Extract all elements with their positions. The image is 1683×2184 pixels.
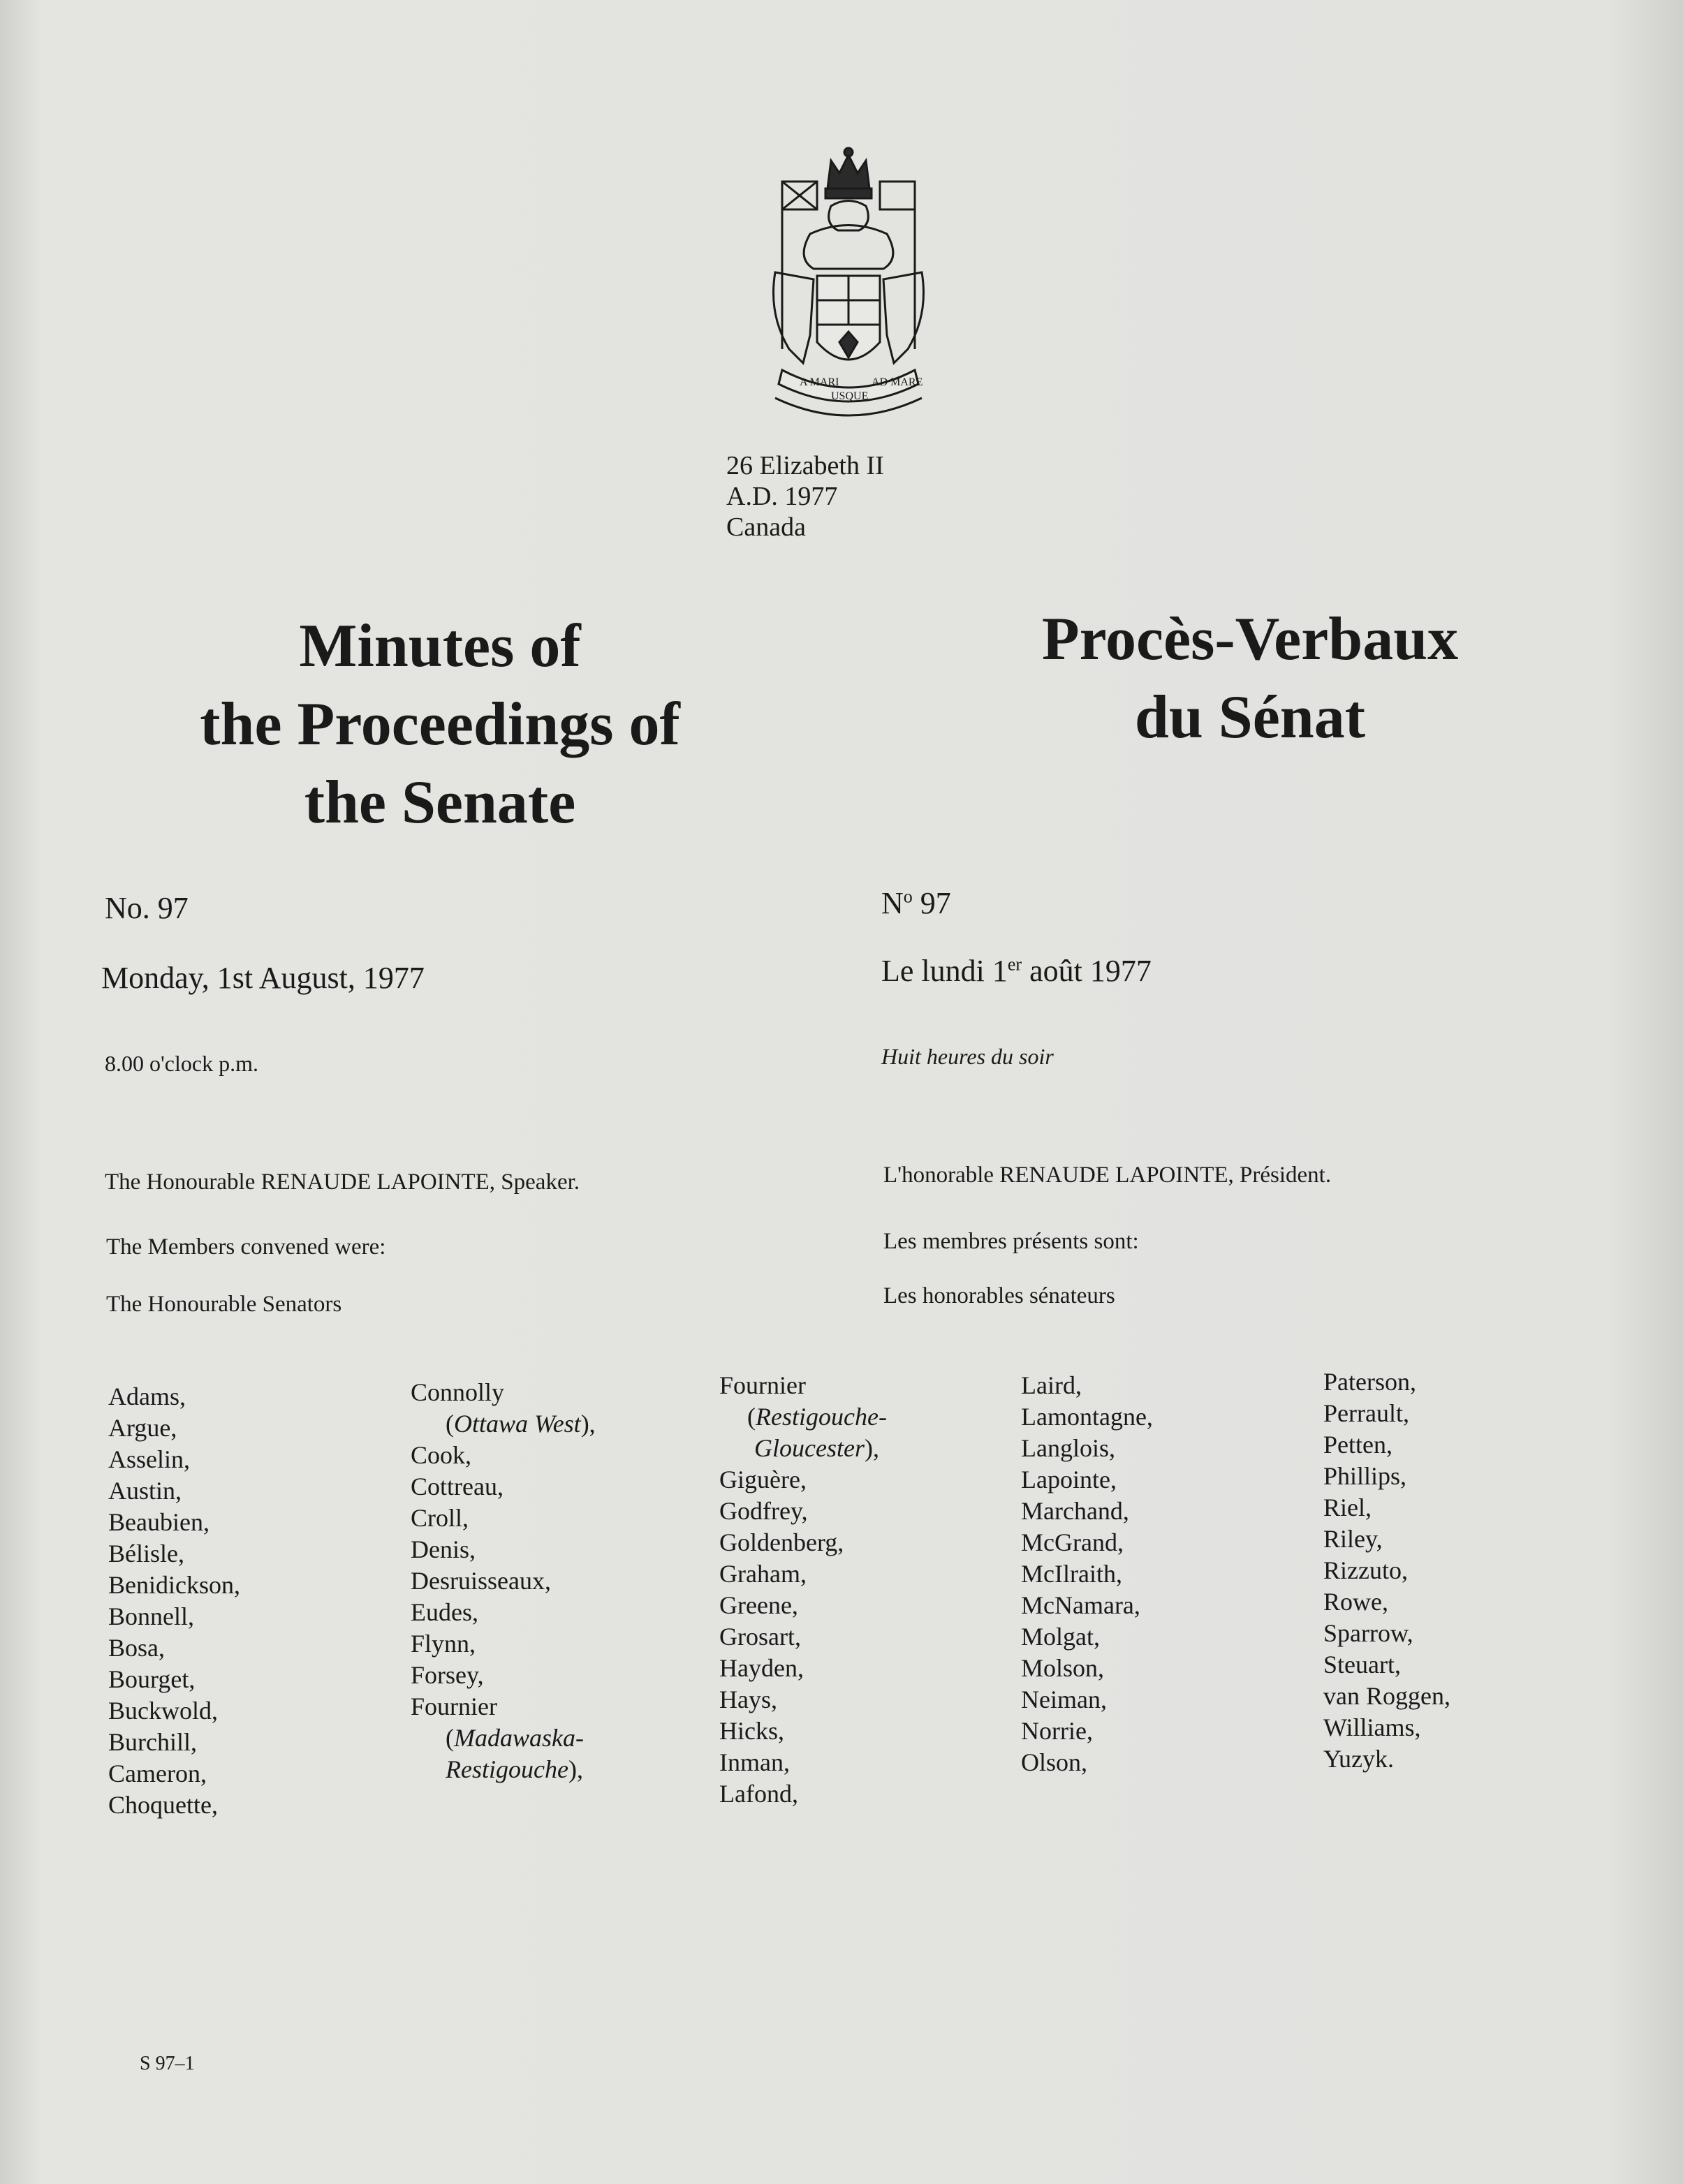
senator-name: Buckwold, [108, 1697, 218, 1725]
senator-name: Argue, [108, 1414, 177, 1442]
senator-name: Beaubien, [108, 1508, 210, 1536]
regnal-year-block [726, 450, 884, 543]
paren-open: ( [747, 1403, 756, 1431]
senator-name: Graham, [719, 1560, 807, 1588]
senator-name: Riel, [1323, 1493, 1372, 1521]
french-title-line-2: du Sénat [1134, 684, 1366, 751]
senator-name: Austin, [108, 1477, 182, 1505]
senator-name: McGrand, [1021, 1528, 1124, 1556]
senator-name: Perrault, [1323, 1399, 1409, 1427]
english-date: Monday, 1st August, 1977 [101, 961, 425, 995]
senator-name: Rowe, [1323, 1588, 1388, 1616]
senator-name: Hicks, [719, 1717, 784, 1745]
senator-name: Denis, [411, 1535, 476, 1563]
senator-name: Flynn, [411, 1630, 476, 1658]
senator-name: Lapointe, [1021, 1466, 1117, 1493]
senator-name: Adams, [108, 1382, 186, 1410]
senator-name: Eudes, [411, 1598, 478, 1626]
senator-name: Cameron, [108, 1759, 207, 1787]
french-date-sup: er [1007, 954, 1022, 975]
riding-name: Ottawa West [454, 1410, 581, 1438]
senator-name: Connolly [411, 1378, 505, 1406]
french-number-sup: o [903, 886, 913, 907]
french-speaker: L'honorable RENAUDE LAPOINTE, Président. [883, 1163, 1332, 1188]
senator-name: Fournier [719, 1371, 806, 1399]
senator-name: Petten, [1323, 1431, 1392, 1459]
french-date-prefix: Le lundi 1 [881, 954, 1008, 988]
senator-name: Goldenberg, [719, 1528, 844, 1556]
senator-name: Paterson, [1323, 1368, 1416, 1396]
french-number [881, 885, 951, 921]
paren-open: ( [446, 1410, 454, 1438]
senator-name: Norrie, [1021, 1717, 1093, 1745]
senators-column-4 [1021, 1370, 1153, 1778]
senator-name: Bélisle, [108, 1540, 184, 1567]
paren-close: ), [864, 1434, 879, 1462]
senators-column-5 [1323, 1366, 1450, 1775]
senator-name: Phillips, [1323, 1462, 1407, 1490]
senator-name: Desruisseaux, [411, 1567, 551, 1595]
paren-open: ( [446, 1724, 454, 1752]
senator-name: Neiman, [1021, 1685, 1107, 1713]
english-speaker: The Honourable RENAUDE LAPOINTE, Speaker. [105, 1170, 580, 1195]
french-members-heading: Les membres présents sont: [883, 1229, 1139, 1254]
french-date [881, 953, 1152, 989]
senator-name: Forsey, [411, 1661, 484, 1689]
riding-name-part-2: Gloucester [754, 1434, 865, 1462]
senator-riding [719, 1401, 887, 1433]
senator-name: Croll, [411, 1504, 469, 1532]
regnal-line-1: 26 Elizabeth II [726, 451, 884, 480]
senator-name: Inman, [719, 1748, 790, 1776]
senator-name: Choquette, [108, 1791, 218, 1819]
french-number-prefix: N [881, 886, 904, 920]
senator-name: Burchill, [108, 1728, 197, 1756]
senator-name: Godfrey, [719, 1497, 808, 1525]
paren-close: ), [580, 1410, 596, 1438]
senator-name: Hays, [719, 1685, 777, 1713]
senator-name: Grosart, [719, 1623, 801, 1651]
senator-name: Cottreau, [411, 1473, 504, 1500]
senator-name: Riley, [1323, 1525, 1383, 1553]
motto-left: A MARI [800, 376, 839, 388]
senator-name: Bonnell, [108, 1602, 194, 1630]
french-title [936, 600, 1564, 757]
riding-name-part-2: Restigouche [446, 1755, 568, 1783]
motto-center: USQUE [831, 390, 869, 402]
riding-name-part-1: Madawaska- [454, 1724, 584, 1752]
senators-column-2 [411, 1377, 596, 1785]
senator-name: Laird, [1021, 1371, 1082, 1399]
senator-name: Lamontagne, [1021, 1403, 1153, 1431]
senator-name: Marchand, [1021, 1497, 1129, 1525]
senator-riding-cont [411, 1754, 596, 1785]
paren-close: ), [568, 1755, 583, 1783]
french-senators-heading: Les honorables sénateurs [883, 1283, 1115, 1308]
senator-name: Asselin, [108, 1445, 190, 1473]
regnal-line-3: Canada [726, 512, 806, 542]
english-senators-heading: The Honourable Senators [106, 1292, 342, 1317]
senator-name: Molson, [1021, 1654, 1105, 1682]
coat-of-arms-icon [761, 140, 936, 433]
senator-riding [411, 1722, 596, 1754]
senator-name: Lafond, [719, 1780, 798, 1808]
senator-name: Steuart, [1323, 1651, 1401, 1678]
senator-riding [411, 1408, 596, 1440]
senator-name: Bosa, [108, 1634, 165, 1662]
senator-name: Hayden, [719, 1654, 804, 1682]
senator-name: Langlois, [1021, 1434, 1115, 1462]
french-time: Huit heures du soir [881, 1044, 1054, 1069]
senator-name: Sparrow, [1323, 1619, 1413, 1647]
english-title-line-3: the Senate [304, 769, 576, 836]
english-number: No. 97 [105, 891, 189, 925]
senator-name: Yuzyk. [1323, 1745, 1394, 1773]
senator-name: Williams, [1323, 1713, 1421, 1741]
riding-name-part-1: Restigouche- [756, 1403, 887, 1431]
senator-name: McNamara, [1021, 1591, 1140, 1619]
english-title-line-2: the Proceedings of [200, 691, 680, 758]
senator-name: Rizzuto, [1323, 1556, 1408, 1584]
senator-name: Benidickson, [108, 1571, 240, 1599]
senator-name: McIlraith, [1021, 1560, 1122, 1588]
senator-name: Bourget, [108, 1665, 196, 1693]
senators-column-1 [108, 1381, 240, 1821]
english-time: 8.00 o'clock p.m. [105, 1051, 258, 1076]
senator-name: Cook, [411, 1441, 472, 1469]
regnal-line-2: A.D. 1977 [726, 482, 838, 511]
page-folio: S 97–1 [140, 2053, 195, 2074]
motto-right: AD MARE [872, 376, 923, 388]
french-date-suffix: août 1977 [1022, 954, 1152, 988]
english-members-heading: The Members convened were: [106, 1234, 386, 1260]
english-title-line-1: Minutes of [299, 612, 581, 680]
french-title-line-1: Procès-Verbaux [1041, 605, 1459, 673]
senator-name: Greene, [719, 1591, 798, 1619]
senator-name: Olson, [1021, 1748, 1088, 1776]
senator-riding-cont [719, 1433, 887, 1464]
senators-column-3 [719, 1370, 887, 1810]
senator-name: Fournier [411, 1692, 497, 1720]
english-title [133, 607, 747, 842]
senator-name: Giguère, [719, 1466, 807, 1493]
senator-name: Molgat, [1021, 1623, 1100, 1651]
senator-name: van Roggen, [1323, 1682, 1450, 1710]
french-number-value: 97 [912, 886, 951, 920]
